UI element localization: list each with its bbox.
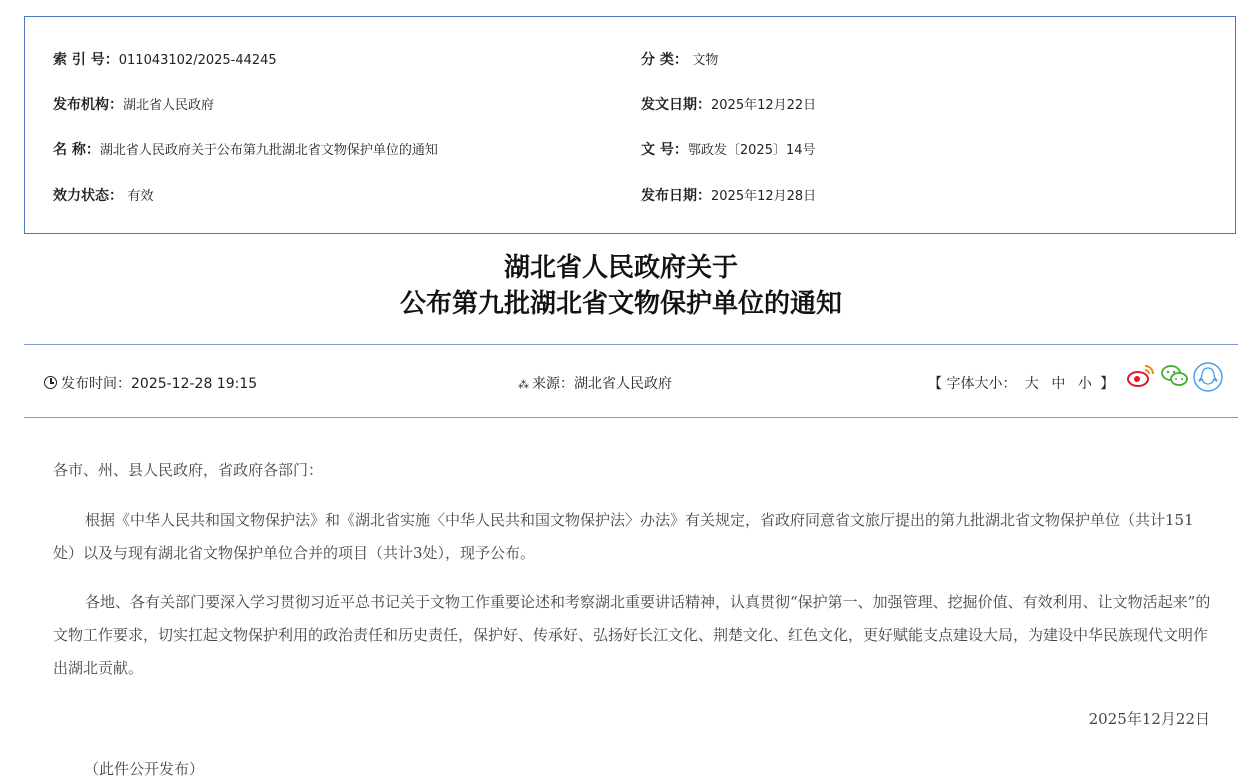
meta-publish-date [641,185,816,205]
qq-icon[interactable] [1192,361,1224,393]
source-icon: ⁂ [518,378,529,391]
meta-publisher-value: 湖北省人民政府 [123,98,215,113]
meta-name-label: 名 称： [53,142,100,158]
meta-name-value: 湖北省人民政府关于公布第九批湖北省文物保护单位的通知 [99,143,438,158]
page-title-line-2: 公布第九批湖北省文物保护单位的通知 [399,289,842,319]
salutation: 各市、州、县人民政府，省政府各部门： [53,461,324,479]
public-release-note: （此件公开发布） [84,760,205,778]
meta-name [53,139,438,159]
body-paragraph-1: 根据《中华人民共和国文物保护法》和《湖北省实施〈中华人民共和国文物保护法〉办法》有关规定，省政府同意省文旅厅提出的第九批湖北省文物保护单位（共计151处）以及与现有湖北省文物保护单位合并的项目（共计3处），现予公布。 [53,511,1194,562]
meta-category-value: 文物 [692,53,719,68]
weibo-icon[interactable] [1126,361,1156,391]
wechat-icon[interactable] [1160,361,1190,391]
meta-doc-number [641,139,816,159]
meta-issue-date-label: 发文日期： [641,97,711,113]
meta-doc-number-value: 鄂政发〔2025〕14号 [687,143,816,158]
meta-index-label: 索 引 号： [53,52,119,68]
article-info-bar [24,345,1238,417]
font-size-control [928,373,1114,393]
meta-publish-date-label: 发布日期： [641,188,711,204]
meta-publisher [53,94,214,114]
meta-status-value: 有效 [127,189,154,204]
meta-publish-date-value: 2025年12月28日 [711,189,817,204]
meta-index-number [53,49,277,69]
page-title [0,250,1242,322]
meta-category-label: 分 类： [641,52,688,68]
meta-publisher-label: 发布机构： [53,97,123,113]
infobar-bottom-divider [24,417,1238,418]
meta-issue-date-value: 2025年12月22日 [711,98,817,113]
meta-status-label: 效力状态： [53,188,123,204]
font-size-medium-button[interactable]: 中 [1051,376,1066,392]
meta-category [641,49,718,69]
meta-status [53,185,153,205]
article-source [518,373,672,393]
font-size-label: 【 字体大小： [928,376,1017,392]
font-size-small-button[interactable]: 小 [1077,376,1092,392]
document-meta-box [24,16,1236,234]
clock-icon [44,376,57,389]
font-size-close-bracket: 】 [1100,376,1115,392]
publish-time-value: 2025-12-28 19:15 [131,376,258,392]
source-label: 来源： [532,376,574,392]
signature-date: 2025年12月22日 [1088,710,1210,728]
font-size-large-button[interactable]: 大 [1024,376,1039,392]
publish-time [44,373,257,393]
page-title-line-1: 湖北省人民政府关于 [503,253,738,283]
body-paragraph-2: 各地、各有关部门要深入学习贯彻习近平总书记关于文物工作重要论述和考察湖北重要讲话精神，认真贯彻“保护第一、加强管理、挖掘价值、有效利用、让文物活起来”的文物工作要求，切实扛起文物保护利用的政治责任和历史责任，保护好、传承好、弘扬好长江文化、荆楚文化、红色文化，更好赋能支点建设大局，为建设中华民族现代文明作出湖北贡献。 [53,593,1211,677]
meta-issue-date [641,94,816,114]
meta-index-value: 011043102/2025-44245 [118,53,277,68]
publish-time-label: 发布时间： [61,376,131,392]
source-value: 湖北省人民政府 [574,376,672,392]
meta-doc-number-label: 文 号： [641,142,688,158]
